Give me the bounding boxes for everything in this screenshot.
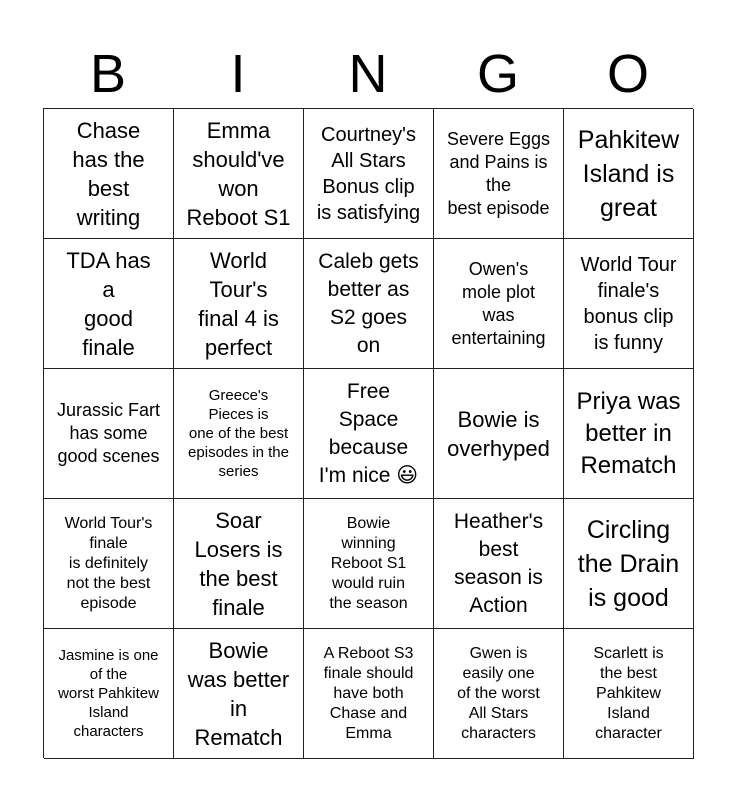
cell-text: Scarlett is the best Pahkitew Island character — [593, 644, 664, 742]
cell-text: Bowie was better in Rematch — [187, 637, 290, 750]
cell-text: A Reboot S3 finale should have both Chase and Emma — [323, 644, 414, 742]
cell-text: Heather's best season is Action — [453, 509, 544, 617]
cell-text: TDA has a good finale — [66, 247, 151, 360]
cell-text: Bowie winning Reboot S1 would ruin the season — [329, 514, 408, 612]
bingo-cell[interactable] — [174, 109, 304, 239]
cell-text: Jasmine is one of the worst Pahkitew Island characters — [58, 647, 159, 740]
header-letter-i: I — [230, 44, 246, 104]
bingo-header — [43, 40, 693, 108]
header-letter-o: O — [606, 44, 649, 104]
cell-text: World Tour's final 4 is perfect — [198, 247, 279, 360]
cell-text: Jurassic Fart has some good scenes — [56, 400, 161, 466]
bingo-cell[interactable] — [434, 499, 564, 629]
bingo-cell[interactable] — [44, 369, 174, 499]
bingo-cell[interactable] — [44, 239, 174, 369]
cell-text: Priya was better in Rematch — [576, 387, 681, 479]
bingo-cell[interactable] — [44, 629, 174, 759]
bingo-cell[interactable] — [434, 109, 564, 239]
bingo-cell[interactable] — [304, 499, 434, 629]
cell-text: Chase has the best writing — [72, 117, 145, 230]
bingo-cell[interactable] — [564, 109, 694, 239]
cell-text: Free Space because I'm nice 😃 — [318, 379, 419, 487]
bingo-cell[interactable] — [564, 629, 694, 759]
header-letter-n: N — [348, 44, 388, 104]
cell-text: Owen's mole plot was entertaining — [451, 258, 546, 348]
cell-text: Emma should've won Reboot S1 — [186, 117, 291, 230]
bingo-cell[interactable] — [434, 629, 564, 759]
cell-text: Severe Eggs and Pains is the best episode — [446, 128, 551, 218]
cell-text: Soar Losers is the best finale — [194, 507, 283, 620]
bingo-cell[interactable] — [44, 109, 174, 239]
bingo-cell[interactable] — [44, 499, 174, 629]
bingo-cell[interactable] — [434, 369, 564, 499]
bingo-cell[interactable] — [174, 499, 304, 629]
bingo-cell[interactable] — [174, 629, 304, 759]
bingo-cell[interactable] — [304, 239, 434, 369]
header-letter-g: G — [476, 44, 519, 104]
bingo-board — [43, 108, 693, 758]
bingo-cell[interactable] — [304, 629, 434, 759]
cell-text: Bowie is overhyped — [447, 406, 550, 461]
cell-text: Greece's Pieces is one of the best episodes in the series — [188, 387, 289, 480]
bingo-cell[interactable] — [564, 239, 694, 369]
header-letter-b: B — [89, 44, 127, 104]
cell-text: Courtney's All Stars Bonus clip is satisfying — [316, 123, 421, 224]
cell-text: Gwen is easily one of the worst All Stars characters — [457, 644, 540, 742]
bingo-cell[interactable] — [174, 369, 304, 499]
cell-text: Caleb gets better as S2 goes on — [318, 249, 419, 357]
cell-text: Circling the Drain is good — [577, 515, 680, 612]
bingo-cell[interactable] — [564, 499, 694, 629]
bingo-cell[interactable] — [564, 369, 694, 499]
bingo-cell[interactable] — [304, 109, 434, 239]
cell-text: Pahkitew Island is great — [577, 125, 680, 222]
cell-text: World Tour's finale is definitely not the best episode — [64, 514, 153, 612]
free-space-cell[interactable] — [304, 369, 434, 499]
bingo-cell[interactable] — [434, 239, 564, 369]
cell-text: World Tour finale's bonus clip is funny — [580, 253, 677, 354]
bingo-cell[interactable] — [174, 239, 304, 369]
